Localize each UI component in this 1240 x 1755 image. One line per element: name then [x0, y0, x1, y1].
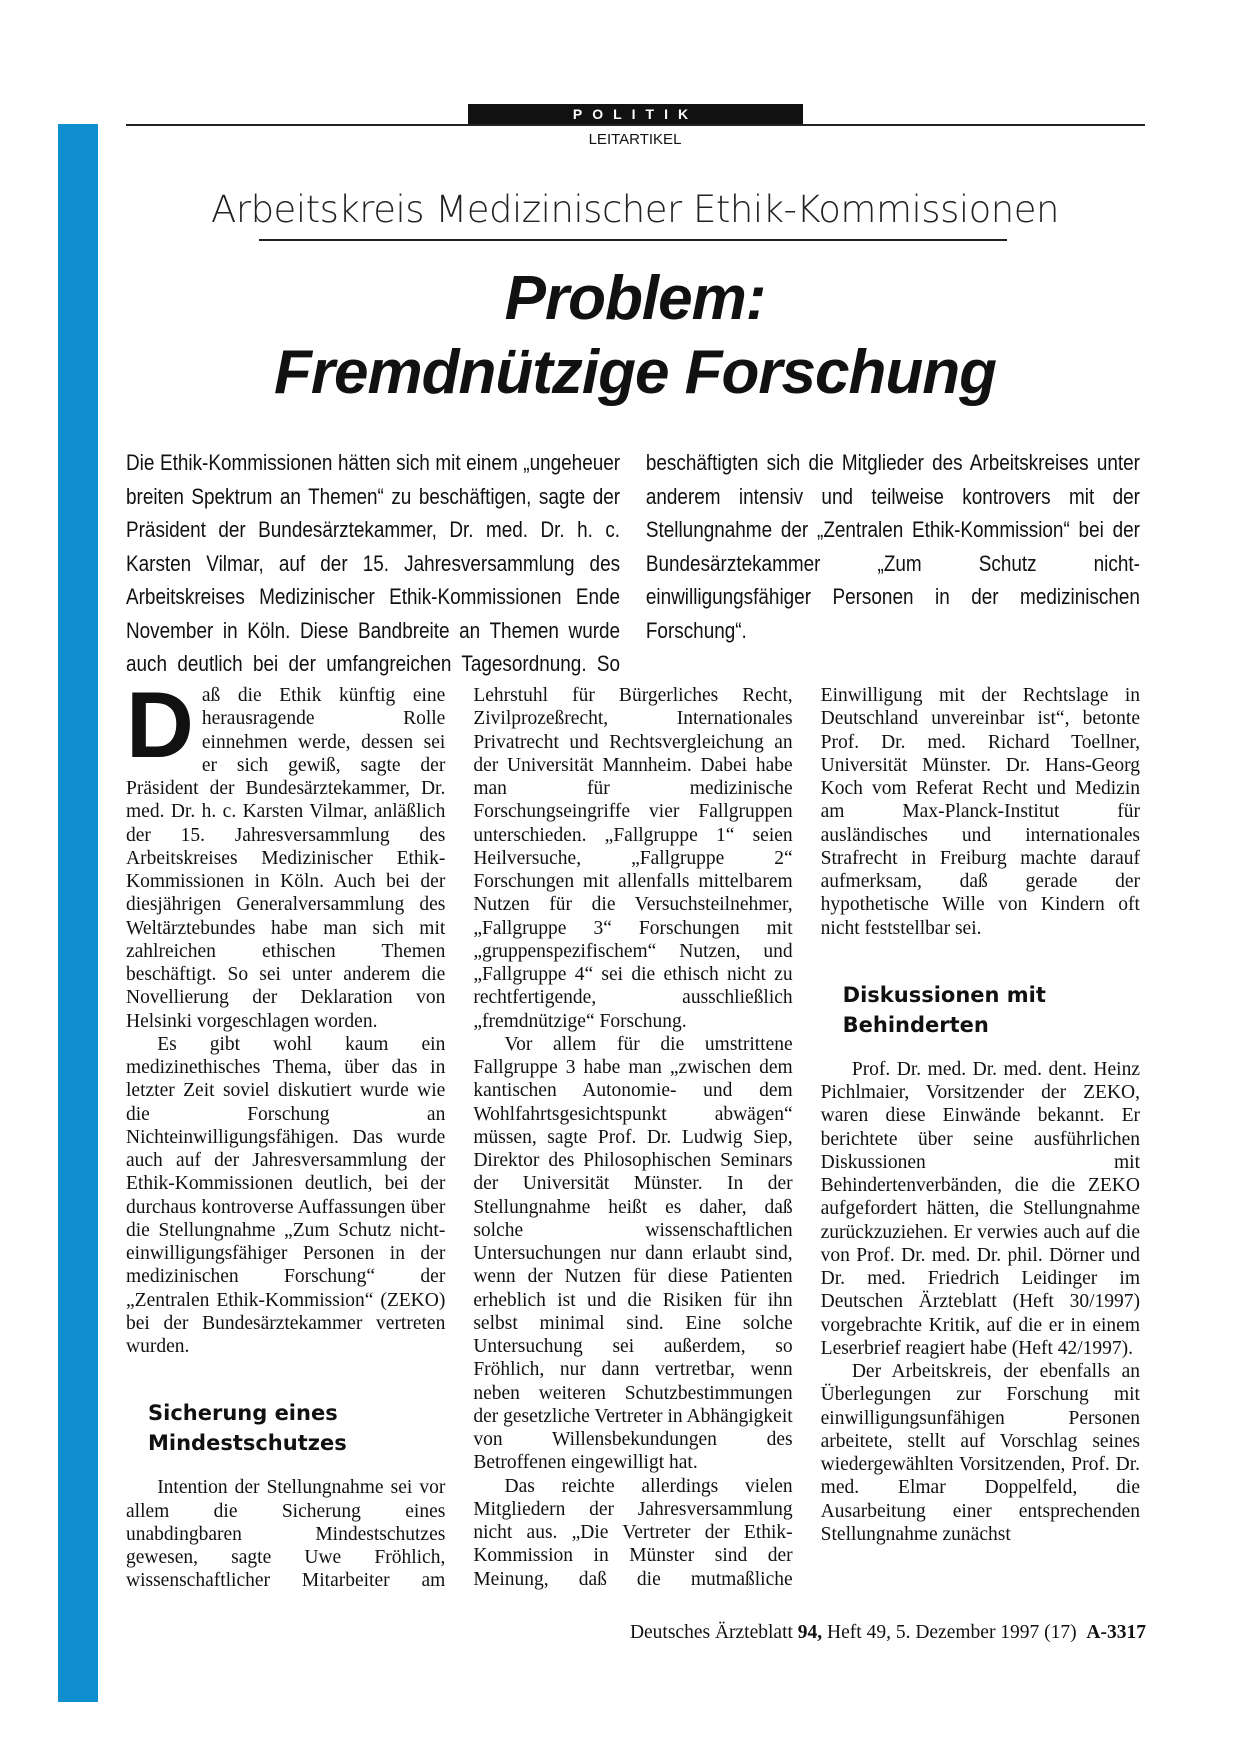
article-lead: Die Ethik-Kommissionen hätten sich mit einem „ungeheuer breiten Spektrum an Themen“ zu beschäftigen, sagte der Präsident der Bundesärztekammer, Dr. med. Dr. h. c. Karsten Vilmar, auf der 15. Jahresversammlung des Arbeitskreises Medizinischer Ethik-Kommissionen Ende November in Köln. Diese Bandbreite an Themen wurde auch deutlich bei der umfangreichen Tagesordnung. So beschäftigten sich die Mitglieder des Arbeitskreises unter anderem intensiv und teilweise kontrovers mit der Stellungnahme der „Zentralen Ethik-Kommission“ bei der Bundesärztekammer „Zum Schutz nicht-einwilligungsfähiger Personen in der medizinischen Forschung“. [126, 450, 1140, 676]
page-footer [630, 1622, 1146, 1644]
headline-line-1: Problem: [504, 264, 766, 333]
article-headline [0, 262, 1240, 410]
headline-line-2: Fremdnützige Forschung [274, 338, 996, 407]
subheading: Diskussionen mit Behinderten [842, 982, 1046, 1037]
section-subrubric: LEITARTIKEL [588, 131, 682, 148]
section-rubric: POLITIK [468, 104, 803, 124]
header-rule [126, 124, 1145, 126]
drop-cap: D [126, 672, 194, 777]
body-paragraph: Der Arbeitskreis, der ebenfalls an Überlegungen zur Forschung mit einwilligungsunfähigen Personen arbeitete, stellt auf Vorschlag seines wiedergewählten Vorsitzenden, Prof. Dr. med. Elmar Doppelfeld, die Ausarbeitung einer entsprechenden Stellungnahme zunächst [820, 1361, 1140, 1545]
body-paragraph: Es gibt wohl kaum ein medizinethisches Thema, über das in letzter Zeit soviel diskutiert wurde wie die Forschung an Nichteinwilligungsfähigen. Das wurde auch auf der Jahresversammlung der Ethik-Kommissionen deutlich, bei der durchaus kontroverse Auffassungen über die Stellungnahme „Zum Schutz nicht-einwilligungsfähiger Personen in der medizinischen Forschung“ der „Zentralen Ethik-Kommission“ (ZEKO) bei der Bundesärztekammer vertreten wurden. [126, 1033, 446, 1357]
body-paragraph: Daß die Ethik künftig eine herausragende Rolle einnehmen werde, dessen sei er sich gewiß, sagte der Präsident der Bundesärztekammer, Dr. med. Dr. h. c. Karsten Vilmar, anläßlich der 15. Jahresversammlung des Arbeitskreises Medizinischer Ethik-Kommissionen in Köln. Auch bei der diesjährigen Generalversammlung des Weltärztebundes habe man sich mit zahlreichen ethischen Themen beschäftigt. So sei unter anderem die Novellierung der Deklaration von Helsinki vorgeschlagen worden. [126, 672, 446, 1032]
journal-name: Deutsches Ärzteblatt [629, 1622, 793, 1643]
kicker-rule [259, 239, 1007, 241]
issue-info: Heft 49, 5. Dezember 1997 (17) [827, 1622, 1077, 1643]
subheading: Sicherung eines Mindestschutzes [148, 1401, 347, 1456]
body-paragraph: Intention der Stellungnahme sei vor allem die Sicherung eines unabdingbaren Mindestschutzes gewesen, sagte Uwe Fröhlich, wissenschaftlicher Mitarbeiter am Lehrstuhl für Bürgerliches Recht, Zivilprozeßrecht, Internationales Privatrecht und Rechtsvergleichung an der Universität Mannheim. Dabei habe man für medizinische Forschungseingriffe vier Fallgruppen unterschieden. „Fallgruppe 1“ seien Heilversuche, „Fallgruppe 2“ Forschungen mit allenfalls mittelbarem Nutzen für die Versuchsteilnehmer, „Fallgruppe 3“ Forschungen mit „gruppenspezifischem“ Nutzen, und „Fallgruppe 4“ sei die ethisch nicht zu rechtfertigende, ausschließlich „fremdnützige“ Forschung. [126, 685, 793, 1592]
article-body [126, 672, 1140, 1602]
body-paragraph: Vor allem für die umstrittene Fallgruppe 3 habe man „zwischen dem kantischen Autonomie- und dem Wohlfahrtsgesichtspunkt abwägen“ müssen, sagte Prof. Dr. Ludwig Siep, Direktor des Philosophischen Seminars der Universität Münster. In der Stellungnahme heißt es daher, daß solche wissenschaftlichen Untersuchungen nur dann erlaubt sind, wenn der Nutzen für diese Patienten erheblich ist und die Risiken für ihn selbst minimal sind. Eine solche Untersuchung sei außerdem, so Fröhlich, nur dann vertretbar, wenn neben weiteren Schutzbestimmungen der gesetzliche Vertreter in Abhängigkeit von Willensbekundungen des Betroffenen eingewilligt hat. [473, 1033, 793, 1474]
body-paragraph: Das reichte allerdings vielen Mitgliedern der Jahresversammlung nicht aus. „Die Vertreter der Ethik-Kommission in Münster sind der Meinung, daß die mutmaßliche Einwilligung mit der Rechtslage in Deutschland unvereinbar ist“, betonte Prof. Dr. med. Richard Toellner, Universität Münster. Dr. Hans-Georg Koch vom Referat Recht und Medizin am Max-Planck-Institut für ausländisches und internationales Strafrecht in Freiburg machte darauf aufmerksam, daß gerade der hypothetische Wille von Kindern oft nicht feststellbar sei. [473, 685, 1140, 1590]
article-kicker: Arbeitskreis Medizinischer Ethik-Kommissionen [211, 188, 1059, 231]
journal-volume: 94, [797, 1622, 823, 1643]
page-number: A-3317 [1086, 1622, 1146, 1643]
body-paragraph: Prof. Dr. med. Dr. med. dent. Heinz Pichlmaier, Vorsitzender der ZEKO, waren diese Einwände bekannt. Er berichtete über seine ausführlichen Diskussionen mit Behindertenverbänden, die die ZEKO aufgefordert hätten, die Stellungnahme zurückzuziehen. Er verwies auch auf die von Prof. Dr. med. Dr. phil. Dörner und Dr. med. Friedrich Leidinger im Deutschen Ärzteblatt (Heft 30/1997) vorgebrachte Kritik, auf die er in einem Leserbrief reagiert habe (Heft 42/1997). [820, 1058, 1140, 1359]
